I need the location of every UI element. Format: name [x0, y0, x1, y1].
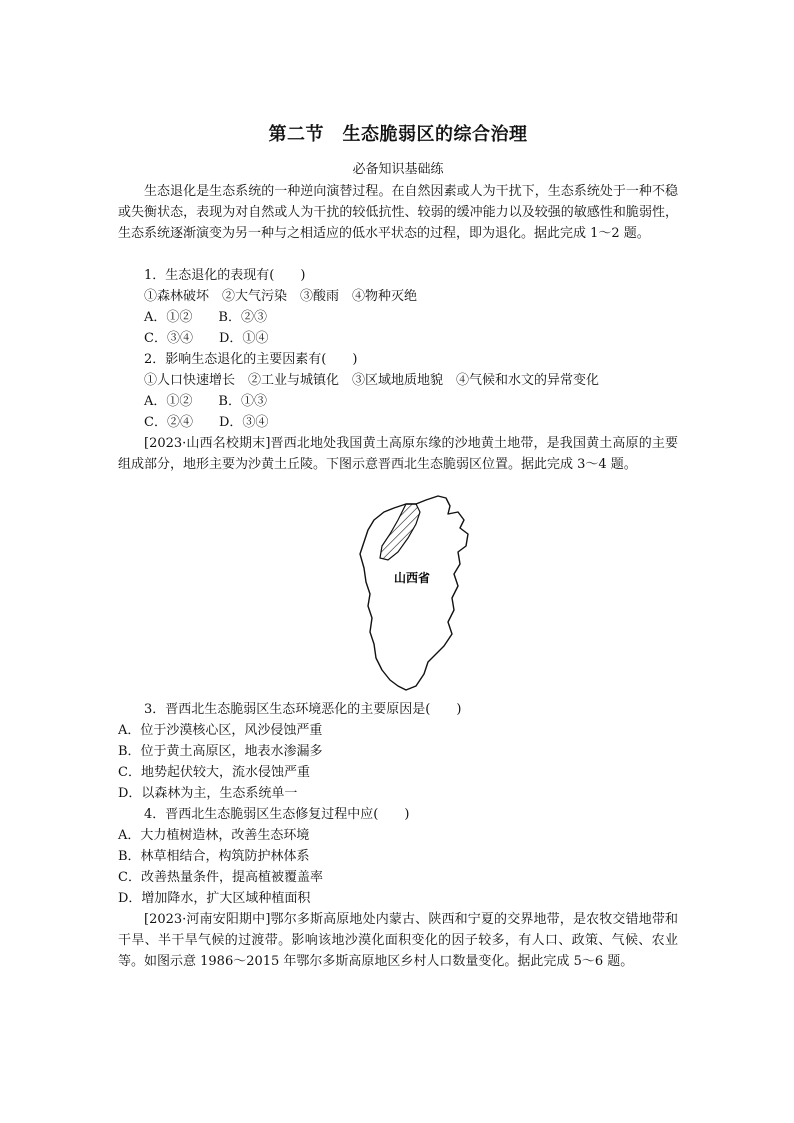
question-2-stem: 2．影响生态退化的主要因素有( ) [144, 352, 358, 367]
question-1-items: ①森林破坏 ②大气污染 ③酸雨 ④物种灭绝 [144, 289, 418, 304]
question-2-options-ab: A．①② B．①③ [144, 394, 267, 409]
section-title: 第二节 生态脆弱区的综合治理 [268, 124, 528, 145]
question-3-option-a: A．位于沙漠核心区，风沙侵蚀严重 [118, 723, 323, 738]
question-4-option-a: A．大力植树造林，改善生态环境 [118, 828, 310, 843]
intro-paragraph-2: [2023·山西名校期末]晋西北地处我国黄土高原东缘的沙地黄土地带，是我国黄土高原的主要组成部分，地形主要为沙黄土丘陵。下图示意晋西北生态脆弱区位置。据此完成 3～4 题。 [118, 436, 678, 472]
question-1-options-ab: A．①② B．②③ [144, 310, 267, 325]
intro-paragraph-1: 生态退化是生态系统的一种逆向演替过程。在自然因素或人为干扰下，生态系统处于一种不稳或失衡状态，表现为对自然或人为干扰的较低抗性、较弱的缓冲能力以及较强的敏感性和脆弱性，生态系统逐渐演变为另一种与之相适应的低水平状态的过程，即为退化。据此完成 1～2 题。 [118, 184, 678, 241]
question-4-stem: 4．晋西北生态脆弱区生态修复过程中应( ) [144, 807, 410, 822]
question-3-stem: 3．晋西北生态脆弱区生态环境恶化的主要原因是( ) [144, 702, 462, 717]
question-1-options-cd: C．③④ D．①④ [144, 331, 269, 346]
question-3-option-b: B．位于黄土高原区，地表水渗漏多 [118, 744, 323, 759]
shanxi-map-figure [354, 494, 484, 694]
question-3-option-c: C．地势起伏较大，流水侵蚀严重 [118, 765, 310, 780]
question-4-option-b: B．林草相结合，构筑防护林体系 [118, 849, 310, 864]
question-4-option-c: C．改善热量条件，提高植被覆盖率 [118, 870, 323, 885]
question-2-options-cd: C．②④ D．③④ [144, 415, 269, 430]
question-4-option-d: D．增加降水，扩大区域种植面积 [118, 891, 311, 906]
question-3-option-d: D．以森林为主，生态系统单一 [118, 786, 298, 801]
section-subtitle: 必备知识基础练 [352, 162, 444, 177]
question-1-stem: 1．生态退化的表现有( ) [144, 268, 306, 283]
map-label-shanxi: 山西省 [394, 571, 431, 585]
question-2-items: ①人口快速增长 ②工业与城镇化 ③区域地质地貌 ④气候和水文的异常变化 [144, 373, 600, 388]
intro-paragraph-3: [2023·河南安阳期中]鄂尔多斯高原地处内蒙古、陕西和宁夏的交界地带，是农牧交错地带和干旱、半干旱气候的过渡带。影响该地沙漠化面积变化的因子较多，有人口、政策、气候、农业等。如图示意 1986～2015 年鄂尔多斯高原地区乡村人口数量变化。据此完成 5～6 题。 [118, 912, 678, 969]
fragile-zone-hatched [380, 504, 420, 560]
